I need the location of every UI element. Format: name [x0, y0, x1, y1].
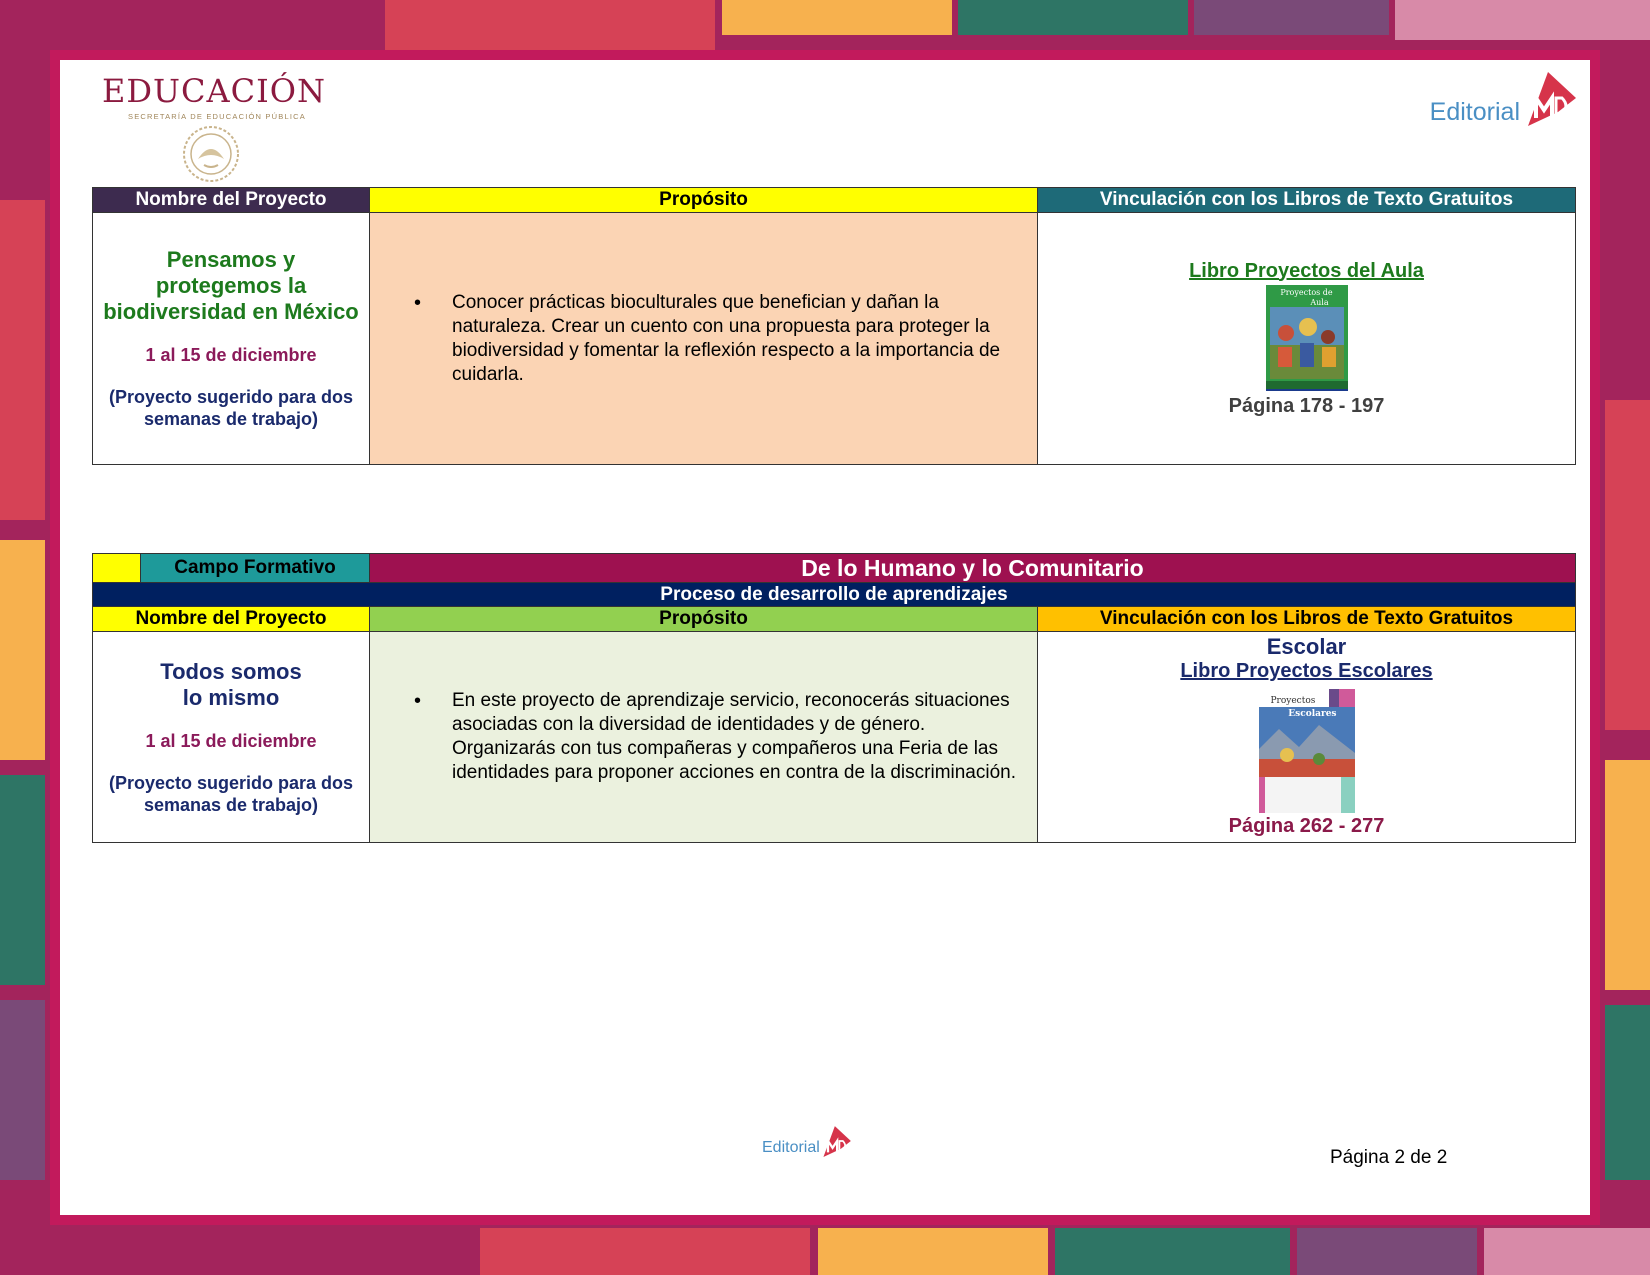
- background-tile: [0, 1000, 45, 1180]
- background-tile: [1605, 760, 1650, 990]
- background-tile: [1484, 1228, 1650, 1275]
- textbook-link-proyectos-escolares[interactable]: Libro Proyectos Escolares: [1180, 660, 1433, 682]
- textbook-cover-title: Proyectos de Aula: [1280, 287, 1333, 307]
- project-title: Todos somos lo mismo: [160, 658, 302, 710]
- campo-formativo-value: De lo Humano y lo Comunitario: [370, 554, 1576, 583]
- purpose-text: • Conocer prácticas bioculturales que benefician y dañan la naturaleza. Crear un cuento con una propuesta para proteger la biodiversidad y fomentar la reflexión respecto a la importancia de cuidarla.: [414, 291, 1023, 387]
- project-date: 1 al 15 de diciembre: [145, 345, 317, 365]
- project-table-1: [92, 187, 1576, 465]
- background-tile: [1395, 0, 1650, 40]
- header-proposito: Propósito: [370, 607, 1038, 632]
- background-tile: [958, 0, 1188, 35]
- sep-logo-subtitle: SECRETARÍA DE EDUCACIÓN PÚBLICA: [128, 112, 306, 121]
- md-logo-icon: [1522, 68, 1578, 128]
- background-tile: [385, 0, 715, 50]
- purpose-cell: [370, 213, 1038, 465]
- purpose-text: • En este proyecto de aprendizaje servicio, reconocerás situaciones asociadas con la diversidad de identidades y de género. Organizarás con tus compañeras y compañeros una Feria de las identidades para proponer acciones en contra de la discriminación.: [414, 689, 1023, 785]
- sep-logo: [102, 72, 326, 188]
- sep-logo-title: EDUCACIÓN: [102, 72, 326, 110]
- project-title: Pensamos y protegemos la biodiversidad en México: [103, 247, 359, 324]
- project-note: (Proyecto sugerido para dos semanas de trabajo): [108, 772, 354, 815]
- publisher-name: Editorial: [1429, 97, 1520, 126]
- textbook-link-cell: [1038, 632, 1576, 843]
- project-name-cell: [93, 213, 370, 465]
- textbook-pages: Página 262 - 277: [1228, 815, 1385, 837]
- editorial-md-logo: [1430, 68, 1578, 128]
- background-tile: [480, 1228, 810, 1275]
- background-tile: [0, 200, 45, 520]
- header-vinculacion: Vinculación con los Libros de Texto Gratuitos: [1038, 607, 1576, 632]
- footer-editorial-md-logo: [762, 1123, 852, 1159]
- textbook-link-proyectos-aula[interactable]: Libro Proyectos del Aula: [1189, 259, 1424, 282]
- background-tile: [722, 0, 952, 35]
- project-name-cell: [93, 632, 370, 843]
- background-tile: [0, 0, 380, 50]
- textbook-pages: Página 178 - 197: [1228, 394, 1385, 417]
- national-seal-icon: [180, 125, 326, 188]
- background-tile: [818, 1228, 1048, 1275]
- footer-publisher-name: Editorial: [762, 1139, 820, 1156]
- textbook-link-cell: [1038, 213, 1576, 465]
- background-tile: [1194, 0, 1389, 35]
- header-proposito: Propósito: [370, 188, 1038, 213]
- background-tile: [1605, 1005, 1650, 1180]
- background-tile: [1055, 1228, 1290, 1275]
- project-table-2: [92, 553, 1576, 843]
- md-logo-icon: [820, 1123, 852, 1159]
- textbook-cover-image: [1266, 285, 1348, 391]
- project-note: (Proyecto sugerido para dos semanas de trabajo): [108, 387, 354, 429]
- campo-color-swatch: [93, 554, 141, 583]
- background-tile: [1297, 1228, 1477, 1275]
- background-tile: [1605, 400, 1650, 730]
- campo-formativo-label: Campo Formativo: [141, 554, 370, 583]
- document-page: [60, 60, 1590, 1215]
- textbook-cover-title: Proyectos Escolares: [1270, 696, 1337, 719]
- textbook-scenario: Escolar: [1266, 634, 1347, 659]
- header-nombre-proyecto: Nombre del Proyecto: [93, 607, 370, 632]
- textbook-cover-image: [1259, 689, 1355, 813]
- page-number: Página 2 de 2: [1330, 1147, 1448, 1168]
- background-tile: [0, 775, 45, 985]
- background-tile: [0, 540, 45, 760]
- document-page-frame: [50, 50, 1600, 1225]
- header-nombre-proyecto: Nombre del Proyecto: [93, 188, 370, 213]
- project-date: 1 al 15 de diciembre: [145, 730, 317, 751]
- purpose-cell: [370, 632, 1038, 843]
- header-vinculacion: Vinculación con los Libros de Texto Gratuitos: [1038, 188, 1576, 213]
- proceso-desarrollo-header: Proceso de desarrollo de aprendizajes: [93, 583, 1576, 607]
